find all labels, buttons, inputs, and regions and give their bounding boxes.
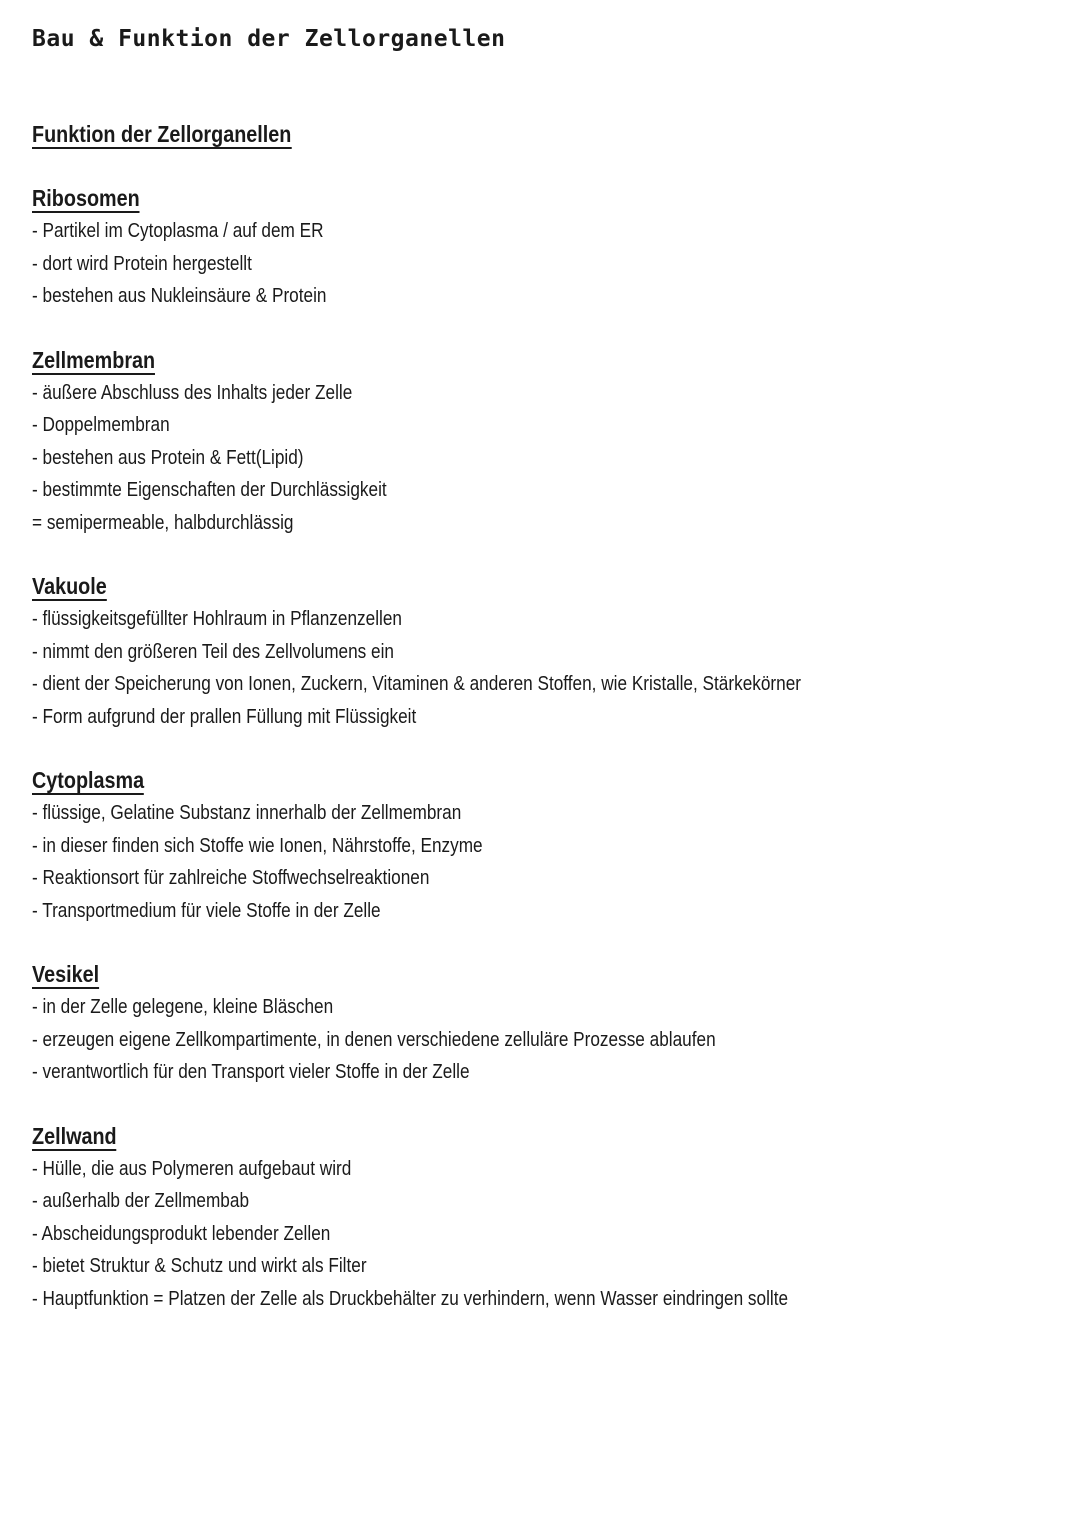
list-item: - außerhalb der Zellmembab	[32, 1190, 250, 1212]
section-cytoplasma	[32, 763, 892, 927]
section-heading-text: Ribosomen	[32, 185, 140, 211]
section-heading	[32, 1119, 892, 1153]
section-item-list	[32, 991, 892, 1089]
list-item: - dient der Speicherung von Ionen, Zuckern, Vitaminen & anderen Stoffen, wie Kristalle, Stärkekörner	[32, 673, 802, 695]
section-ribosomen	[32, 181, 892, 313]
section-item-list	[32, 215, 892, 313]
list-item: - bestehen aus Nukleinsäure & Protein	[32, 285, 327, 307]
list-item: - Form aufgrund der prallen Füllung mit Flüssigkeit	[32, 705, 417, 728]
list-item: - Transportmedium für viele Stoffe in der Zelle	[32, 899, 381, 922]
list-item: - bestimmte Eigenschaften der Durchlässigkeit	[32, 479, 387, 501]
section-heading-text: Cytoplasma	[32, 767, 145, 793]
section-heading-text: Zellmembran	[32, 346, 156, 373]
list-item: = semipermeable, halbdurchlässig	[32, 511, 294, 534]
list-item: - in dieser finden sich Stoffe wie Ionen, Nährstoffe, Enzyme	[32, 834, 483, 857]
section-heading-text: Vakuole	[32, 573, 107, 599]
document-content	[32, 117, 892, 1345]
list-item: - Partikel im Cytoplasma / auf dem ER	[32, 220, 324, 242]
main-heading-text: Funktion der Zellorganellen	[32, 121, 292, 147]
list-item: - flüssigkeitsgefüllter Hohlraum in Pflanzenzellen	[32, 608, 402, 630]
document-title: Bau & Funktion der Zellorganellen	[32, 26, 506, 52]
list-item: - bestehen aus Protein & Fett(Lipid)	[32, 446, 304, 469]
list-item: - flüssige, Gelatine Substanz innerhalb der Zellmembran	[32, 802, 462, 824]
section-item-list	[32, 1153, 892, 1316]
list-item: - Hauptfunktion = Platzen der Zelle als Druckbehälter zu verhindern, wenn Wasser eindringen sollte	[32, 1287, 789, 1310]
list-item: - nimmt den größeren Teil des Zellvolumens ein	[32, 640, 395, 663]
list-item: - bietet Struktur & Schutz und wirkt als Filter	[32, 1255, 367, 1277]
list-item: - verantwortlich für den Transport vieler Stoffe in der Zelle	[32, 1061, 470, 1083]
section-zellwand	[32, 1119, 892, 1316]
section-heading-text: Zellwand	[32, 1122, 117, 1149]
list-item: - Doppelmembran	[32, 414, 170, 436]
section-heading	[32, 957, 892, 991]
list-item: - Reaktionsort für zahlreiche Stoffwechselreaktionen	[32, 867, 430, 889]
section-item-list	[32, 377, 892, 540]
section-heading	[32, 181, 892, 215]
section-item-list	[32, 797, 892, 927]
list-item: - dort wird Protein hergestellt	[32, 252, 252, 275]
list-item: - äußere Abschluss des Inhalts jeder Zelle	[32, 381, 353, 404]
list-item: - Abscheidungsprodukt lebender Zellen	[32, 1222, 331, 1245]
section-zellmembran	[32, 343, 892, 540]
section-vakuole	[32, 569, 892, 733]
section-item-list	[32, 603, 892, 733]
section-heading	[32, 343, 892, 377]
section-heading	[32, 763, 892, 797]
section-vesikel	[32, 957, 892, 1089]
list-item: - in der Zelle gelegene, kleine Bläschen	[32, 996, 334, 1018]
list-item: - erzeugen eigene Zellkompartimente, in denen verschiedene zelluläre Prozesse ablaufen	[32, 1028, 716, 1051]
section-heading	[32, 569, 892, 603]
main-heading	[32, 117, 892, 151]
list-item: - Hülle, die aus Polymeren aufgebaut wird	[32, 1157, 352, 1180]
section-heading-text: Vesikel	[32, 961, 100, 987]
